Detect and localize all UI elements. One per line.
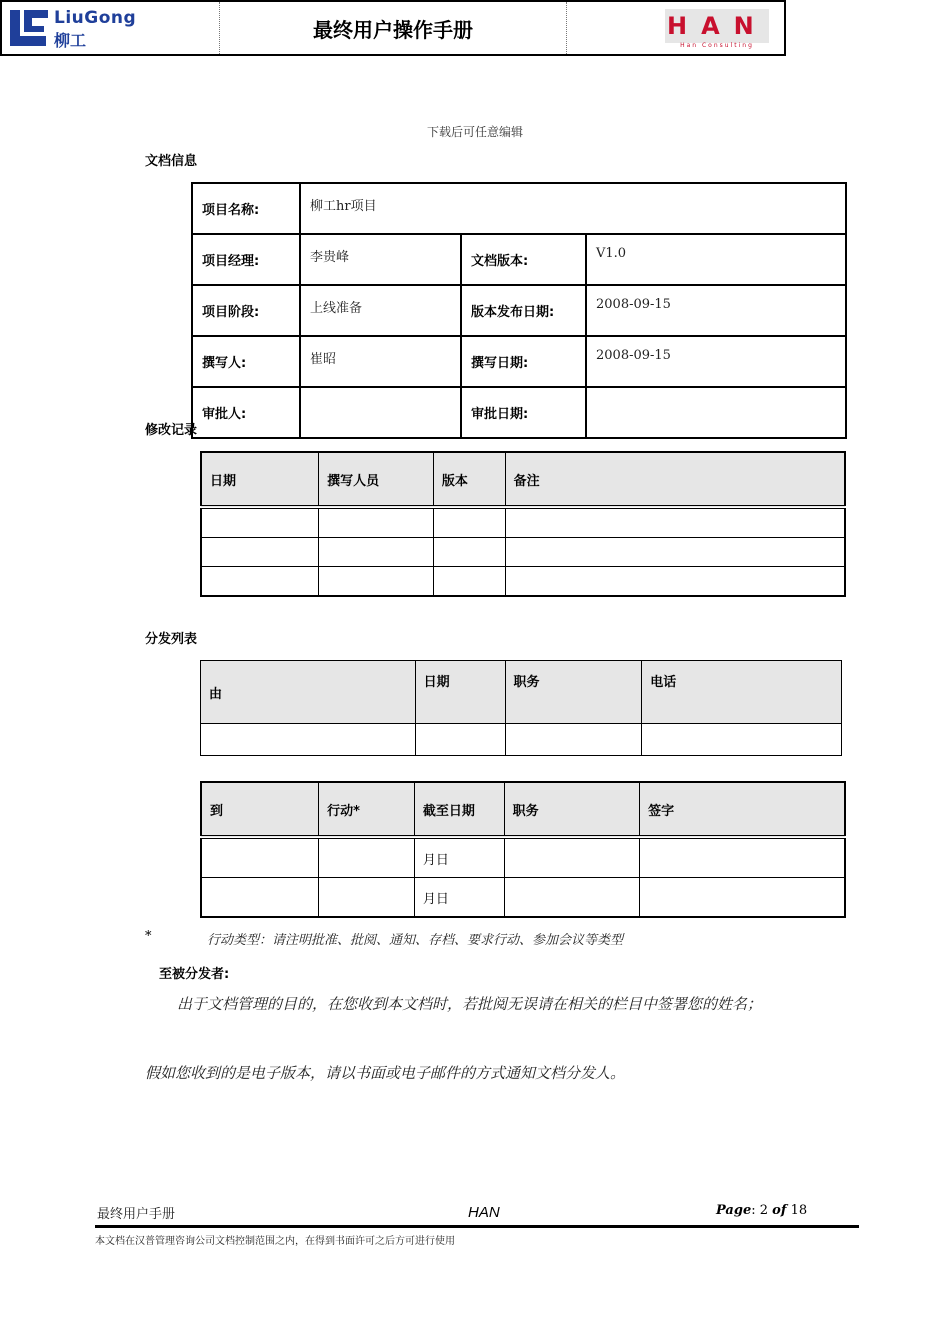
page-header [0,0,786,56]
table-row [201,837,845,878]
approver-value [300,387,461,438]
page-title: 最终用户操作手册 [220,2,567,54]
from-header-phone: 电话 [642,661,842,724]
to-header-signature: 签字 [640,782,845,837]
recipients-paragraph-2: 假如您收到的是电子版本，请以书面或电子邮件的方式通知文档分发人。 [145,1064,626,1082]
page-label: Page [716,1203,752,1218]
doc-info-title: 文档信息 [145,154,198,169]
approve-date-value [586,387,846,438]
revision-header-notes: 备注 [505,452,845,507]
due-date-placeholder: 月日 [414,837,504,878]
revision-header-date: 日期 [201,452,319,507]
footer-disclaimer: 本文档在汉普管理咨询公司文档控制范围之内，在得到书面许可之后方可进行使用 [95,1236,455,1247]
recipients-paragraph-1: 出于文档管理的目的，在您收到本文档时，若批阅无误请在相关的栏目中签署您的姓名； [177,995,763,1013]
han-logo-cell [567,2,784,54]
version-label: 文档版本: [461,234,586,285]
from-header-date: 日期 [415,661,505,724]
write-date-value: 2008-09-15 [586,336,846,387]
liugong-logo-text-en: LiuGong [54,8,137,28]
liugong-logo-text-cn: 柳工 [54,31,87,50]
revision-header-author: 撰写人员 [319,452,434,507]
table-row [201,538,845,567]
stage-label: 项目阶段: [192,285,300,336]
footnote-marker: * [145,929,152,944]
table-row [201,724,842,756]
liugong-logo-icon [8,8,50,48]
of-label: of [772,1203,787,1218]
to-header-title: 职务 [504,782,640,837]
footnote-text: 行动类型：请注明批准、批阅、通知、存档、要求行动、参加会议等类型 [207,933,624,948]
page-total: 18 [790,1203,808,1218]
revision-header-version: 版本 [433,452,505,507]
to-header-due-date: 截至日期 [414,782,504,837]
release-date-label: 版本发布日期: [461,285,586,336]
to-header-to: 到 [201,782,319,837]
page-current: 2 [759,1203,769,1218]
approve-date-label: 审批日期: [461,387,586,438]
author-value: 崔昭 [300,336,461,387]
footer-left: 最终用户手册 [97,1207,176,1222]
doc-info-table [191,182,847,439]
author-label: 撰写人: [192,336,300,387]
approver-label: 审批人: [192,387,300,438]
pm-label: 项目经理: [192,234,300,285]
version-value: V1.0 [586,234,846,285]
table-row [201,567,845,597]
table-row [201,507,845,538]
footer-page-indicator: Page: 2 of 18 [716,1203,808,1218]
project-name-label: 项目名称: [192,183,300,234]
from-header-title: 职务 [505,661,642,724]
footer-center: HAN [468,1204,500,1221]
han-logo-subtext: Han Consulting [680,42,754,49]
table-row [201,878,845,918]
due-date-placeholder: 月日 [414,878,504,918]
release-date-value: 2008-09-15 [586,285,846,336]
recipients-title: 至被分发者: [159,967,230,982]
distribution-to-table [200,781,846,918]
footer-divider [95,1225,859,1228]
distribution-from-table [200,660,842,756]
from-header-from: 由 [201,661,416,724]
revision-title: 修改记录 [145,423,198,438]
liugong-logo-cell [2,2,220,54]
distribution-title: 分发列表 [145,632,198,647]
to-header-action: 行动* [319,782,415,837]
revision-table [200,451,846,597]
stage-value: 上线准备 [300,285,461,336]
subheader-note: 下载后可任意编辑 [426,125,523,139]
project-name-value: 柳工hr项目 [300,183,846,234]
write-date-label: 撰写日期: [461,336,586,387]
pm-value: 李贵峰 [300,234,461,285]
han-logo-text: HAN [667,12,768,40]
